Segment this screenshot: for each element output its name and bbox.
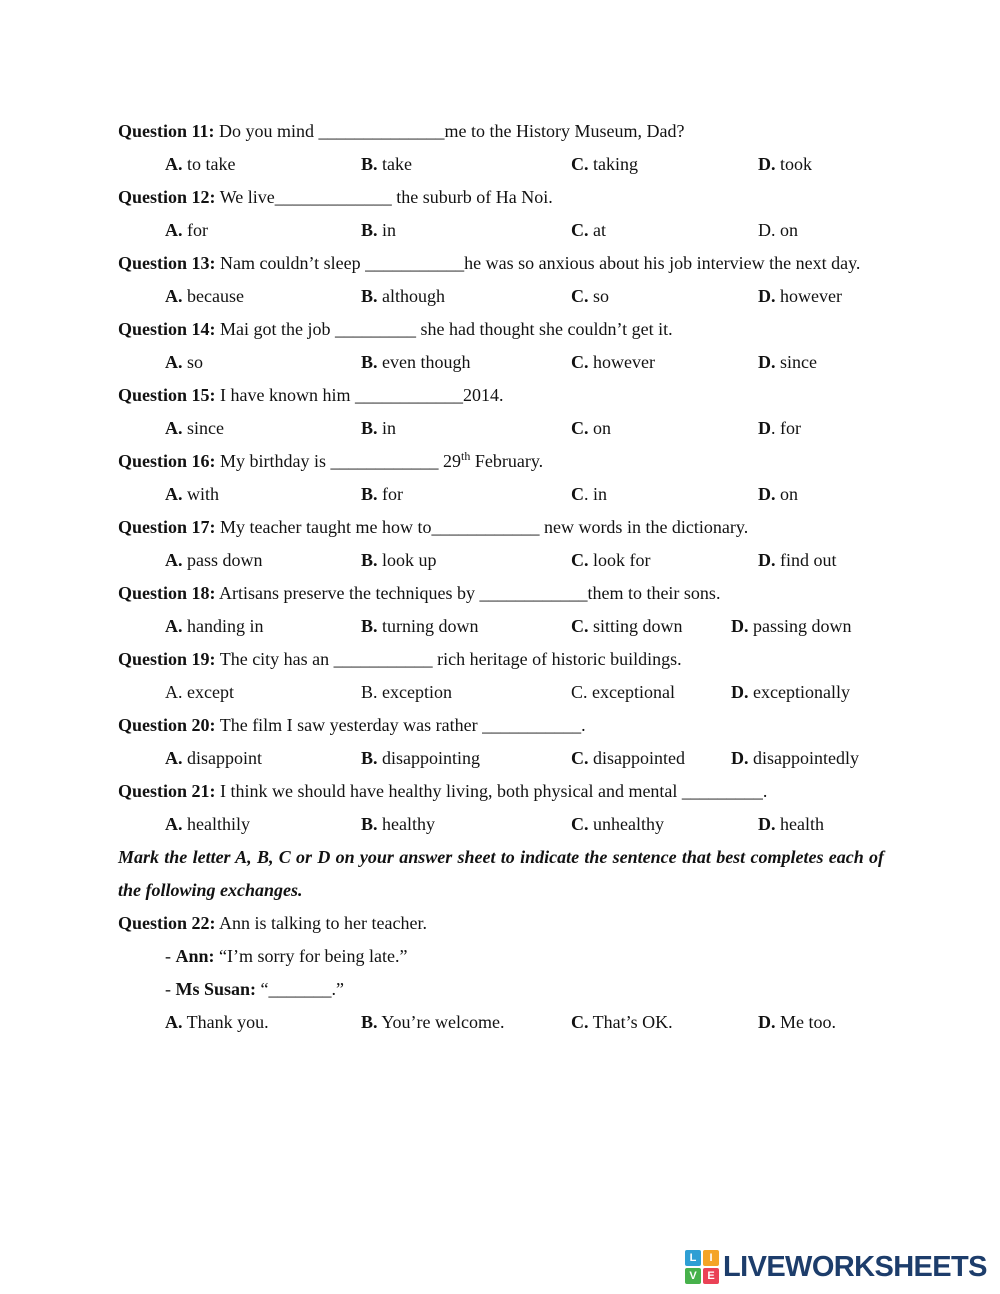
question-22-options [165, 1006, 884, 1039]
question-14-text: Mai got the job _________ she had thought she couldn’t get it. [220, 319, 673, 339]
option-letter: C [571, 682, 584, 702]
option-letter: D [758, 154, 771, 174]
speaker-name: Ms Susan: [175, 979, 257, 999]
question-12-option-a: A. for [165, 220, 208, 240]
question-19-label: Question 19: [118, 649, 216, 669]
option-dot: . [771, 1012, 776, 1032]
question-12-option-b: B. in [361, 220, 397, 240]
question-11-option-b: B. take [361, 154, 412, 174]
question-13-option-b: B. although [361, 286, 446, 306]
option-dot: . [178, 1012, 183, 1032]
question-17-option-b: B. look up [361, 550, 437, 570]
option-letter: D [758, 550, 771, 570]
option-dot: . [178, 154, 183, 174]
question-15-option-c: C. on [571, 418, 611, 438]
option-dot: . [584, 1012, 589, 1032]
question-18-option-b: B. turning down [361, 616, 479, 636]
question-16-option-d: D. on [758, 484, 798, 504]
question-21-text: I think we should have healthy living, both physical and mental _________. [220, 781, 768, 801]
question-22-option-a: A. Thank you. [165, 1012, 269, 1032]
option-dot: . [584, 154, 589, 174]
question-22-option-b: B. You’re welcome. [361, 1012, 505, 1032]
logo-square-i: I [703, 1250, 719, 1266]
option-letter: B [361, 814, 374, 834]
option-dot: . [373, 418, 378, 438]
question-22-line [118, 907, 884, 940]
question-22-label: Question 22: [118, 913, 216, 933]
question-15-text: I have known him ____________2014. [220, 385, 504, 405]
option-dot: . [373, 814, 378, 834]
section-instruction: Mark the letter A, B, C or D on your answer sheet to indicate the sentence that best completes each of the following exchanges. [118, 847, 884, 900]
question-22-option-d: D. Me too. [758, 1012, 836, 1032]
question-18-option-c: C. sitting down [571, 616, 683, 636]
question-19-options [165, 676, 884, 709]
question-12-option-d: D. on [758, 220, 798, 240]
option-letter: C [571, 154, 584, 174]
question-12-option-c: C. at [571, 220, 606, 240]
question-20-option-d: D. disappointedly [731, 748, 859, 768]
question-20-option-c: C. disappointed [571, 748, 685, 768]
question-17-text: My teacher taught me how to____________ new words in the dictionary. [220, 517, 749, 537]
option-letter: C [571, 616, 584, 636]
option-letter: A [165, 418, 178, 438]
option-letter: A [165, 814, 178, 834]
question-17-label: Question 17: [118, 517, 216, 537]
logo-square-l: L [685, 1250, 701, 1266]
question-19-line [118, 643, 884, 676]
worksheet-content [118, 115, 884, 1039]
option-letter: D [758, 286, 771, 306]
question-20-option-a: A. disappoint [165, 748, 262, 768]
option-letter: B [361, 682, 374, 702]
question-17-options [165, 544, 884, 577]
question-13-option-c: C. so [571, 286, 610, 306]
question-11-options [165, 148, 884, 181]
option-letter: C [571, 220, 584, 240]
question-14-options [165, 346, 884, 379]
option-letter: D [758, 418, 771, 438]
question-18-text: Artisans preserve the techniques by ____________them to their sons. [219, 583, 721, 603]
logo-square-e: E [703, 1268, 719, 1284]
option-dot: . [744, 748, 749, 768]
question-17-option-a: A. pass down [165, 550, 263, 570]
question-13-line [118, 247, 884, 280]
question-22-option-c: C. That’s OK. [571, 1012, 673, 1032]
option-dot: . [584, 550, 589, 570]
question-17-option-c: C. look for [571, 550, 651, 570]
option-dot: . [373, 286, 378, 306]
option-dot: . [178, 418, 183, 438]
option-dot: . [178, 682, 183, 702]
option-letter: D [731, 616, 744, 636]
option-dot: . [584, 418, 589, 438]
question-21-label: Question 21: [118, 781, 216, 801]
question-14-option-c: C. however [571, 352, 655, 372]
option-dot: . [373, 352, 378, 372]
question-21-option-c: C. unhealthy [571, 814, 664, 834]
option-letter: B [361, 418, 374, 438]
option-dot: . [584, 220, 589, 240]
question-16-option-b: B. for [361, 484, 404, 504]
logo-square-v: V [685, 1268, 701, 1284]
option-letter: A [165, 616, 178, 636]
option-letter: C [571, 814, 584, 834]
option-letter: B [361, 748, 374, 768]
option-letter: D [758, 1012, 771, 1032]
speaker-name: Ann: [175, 946, 215, 966]
question-20-options [165, 742, 884, 775]
question-20-label: Question 20: [118, 715, 216, 735]
option-dot: . [771, 550, 776, 570]
option-dot: . [584, 616, 589, 636]
option-dot: . [178, 814, 183, 834]
question-12-text: We live_____________ the suburb of Ha Noi. [219, 187, 553, 207]
question-21-options [165, 808, 884, 841]
question-20-line [118, 709, 884, 742]
option-letter: C [571, 352, 584, 372]
option-letter: C [571, 550, 584, 570]
option-dot: . [771, 814, 776, 834]
option-letter: D [731, 682, 744, 702]
question-14-option-b: B. even though [361, 352, 471, 372]
option-letter: A [165, 154, 178, 174]
option-dot: . [373, 550, 378, 570]
option-dot: . [373, 154, 378, 174]
option-dot: . [771, 286, 776, 306]
option-letter: B [361, 352, 374, 372]
question-15-label: Question 15: [118, 385, 216, 405]
question-18-options [165, 610, 884, 643]
question-21-option-d: D. health [758, 814, 824, 834]
question-13-option-a: A. because [165, 286, 244, 306]
option-dot: . [771, 154, 776, 174]
option-dot: . [771, 484, 776, 504]
liveworksheets-logo-text: LIVEWORKSHEETS [723, 1250, 987, 1283]
question-22-dialogue-line-1: - Ann: “I’m sorry for being late.” [165, 946, 408, 966]
option-dot: . [771, 352, 776, 372]
option-dot: . [584, 484, 589, 504]
option-dot: . [373, 1012, 378, 1032]
option-dot: . [373, 682, 378, 702]
question-16-option-a: A. with [165, 484, 220, 504]
option-letter: B [361, 154, 374, 174]
option-letter: A [165, 484, 178, 504]
option-dot: . [373, 220, 378, 240]
option-dot: . [744, 616, 749, 636]
option-letter: D [758, 220, 771, 240]
option-letter: A [165, 286, 178, 306]
option-letter: B [361, 616, 374, 636]
option-letter: C [571, 748, 584, 768]
question-20-option-b: B. disappointing [361, 748, 481, 768]
option-dot: . [584, 814, 589, 834]
question-14-option-a: A. so [165, 352, 204, 372]
liveworksheets-grid-icon [685, 1250, 719, 1284]
question-16-label: Question 16: [118, 451, 216, 471]
option-letter: D [731, 748, 744, 768]
option-dot: . [583, 682, 588, 702]
option-letter: A [165, 1012, 178, 1032]
option-letter: B [361, 484, 374, 504]
option-letter: B [361, 286, 374, 306]
question-19-option-c: C. exceptional [571, 682, 675, 702]
option-letter: B [361, 1012, 374, 1032]
option-letter: C [571, 286, 584, 306]
option-dot: . [178, 550, 183, 570]
question-12-label: Question 12: [118, 187, 216, 207]
question-14-line [118, 313, 884, 346]
option-dot: . [373, 616, 378, 636]
question-17-line [118, 511, 884, 544]
question-18-option-a: A. handing in [165, 616, 264, 636]
option-letter: A [165, 352, 178, 372]
question-16-line [118, 445, 884, 478]
question-12-line [118, 181, 884, 214]
question-16-text: My birthday is ____________ 29th February. [220, 449, 544, 471]
option-dot: . [744, 682, 749, 702]
option-dot: . [771, 220, 776, 240]
option-dot: . [178, 748, 183, 768]
question-15-line [118, 379, 884, 412]
question-11-option-c: C. taking [571, 154, 638, 174]
option-dot: . [373, 748, 378, 768]
question-22-text: Ann is talking to her teacher. [219, 913, 427, 933]
option-dot: . [584, 286, 589, 306]
question-13-options [165, 280, 884, 313]
option-letter: B [361, 220, 374, 240]
option-letter: A [165, 550, 178, 570]
option-letter: C [571, 1012, 584, 1032]
question-17-option-d: D. find out [758, 550, 837, 570]
question-20-text: The film I saw yesterday was rather ___________. [219, 715, 586, 735]
option-dot: . [178, 220, 183, 240]
option-letter: C [571, 484, 584, 504]
question-15-option-a: A. since [165, 418, 224, 438]
option-dot: . [178, 286, 183, 306]
option-letter: D [758, 352, 771, 372]
question-21-line [118, 775, 884, 808]
question-21-option-a: A. healthily [165, 814, 250, 834]
option-letter: A [165, 748, 178, 768]
option-dot: . [373, 484, 378, 504]
question-11-option-d: D. took [758, 154, 813, 174]
question-11-label: Question 11: [118, 121, 215, 141]
question-16-option-c: C. in [571, 484, 608, 504]
question-19-option-a: A. except [165, 682, 234, 702]
question-19-option-b: B. exception [361, 682, 452, 702]
question-19-option-d: D. exceptionally [731, 682, 850, 702]
option-letter: A [165, 220, 178, 240]
option-dot: . [178, 352, 183, 372]
question-12-options [165, 214, 884, 247]
question-15-option-d: D. for [758, 418, 801, 438]
option-dot: . [584, 352, 589, 372]
superscript: th [461, 449, 471, 463]
question-14-option-d: D. since [758, 352, 817, 372]
option-dot: . [178, 484, 183, 504]
option-letter: C [571, 418, 584, 438]
question-19-text: The city has an ___________ rich heritage of historic buildings. [219, 649, 682, 669]
question-18-line [118, 577, 884, 610]
option-dot: . [584, 748, 589, 768]
option-letter: A [165, 682, 178, 702]
question-18-label: Question 18: [118, 583, 216, 603]
question-11-option-a: A. to take [165, 154, 236, 174]
option-letter: D [758, 814, 771, 834]
question-13-text: Nam couldn’t sleep ___________he was so anxious about his job interview the next day. [220, 253, 861, 273]
option-letter: D [758, 484, 771, 504]
question-11-line [118, 115, 884, 148]
question-22-dialogue-line-2: - Ms Susan: “_______.” [165, 979, 345, 999]
question-14-label: Question 14: [118, 319, 216, 339]
question-13-option-d: D. however [758, 286, 842, 306]
question-15-option-b: B. in [361, 418, 397, 438]
option-dot: . [771, 418, 776, 438]
question-21-option-b: B. healthy [361, 814, 435, 834]
question-16-options [165, 478, 884, 511]
question-11-text: Do you mind ______________me to the History Museum, Dad? [219, 121, 685, 141]
question-15-options [165, 412, 884, 445]
option-letter: B [361, 550, 374, 570]
liveworksheets-logo[interactable] [685, 1250, 987, 1284]
option-dot: . [178, 616, 183, 636]
question-13-label: Question 13: [118, 253, 216, 273]
question-18-option-d: D. passing down [731, 616, 852, 636]
